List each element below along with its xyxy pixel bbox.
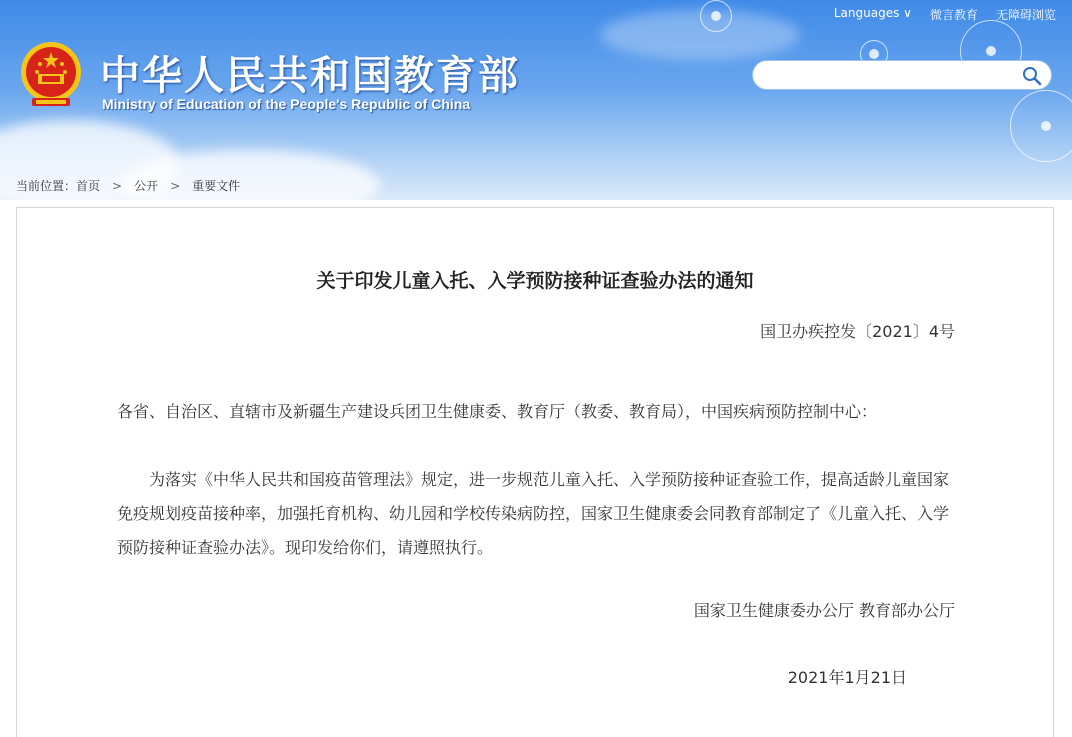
breadcrumb-home[interactable]: 首页 bbox=[76, 179, 101, 193]
document-date: 2021年1月21日 bbox=[787, 668, 907, 687]
dandelion-decoration bbox=[1010, 90, 1072, 162]
breadcrumb-important-files[interactable]: 重要文件 bbox=[192, 179, 241, 193]
weiyan-education-link[interactable]: 微言教育 bbox=[929, 8, 978, 22]
search-input[interactable] bbox=[767, 61, 1021, 89]
site-title-cn[interactable]: 中华人民共和国教育部 bbox=[100, 53, 520, 99]
languages-link[interactable] bbox=[834, 6, 912, 23]
dandelion-decoration bbox=[700, 0, 732, 32]
breadcrumb-prefix: 当前位置： bbox=[16, 179, 77, 193]
breadcrumb bbox=[16, 177, 240, 194]
site-title-en: Ministry of Education of the People's Republic of China bbox=[102, 96, 471, 112]
languages-label: Languages bbox=[833, 6, 900, 20]
document-number: 国卫办疾控发〔2021〕4号 bbox=[760, 322, 955, 341]
site-header bbox=[0, 0, 1072, 200]
national-emblem-icon[interactable] bbox=[18, 40, 84, 110]
breadcrumb-separator: > bbox=[112, 178, 123, 193]
document-signature: 国家卫生健康委办公厅 教育部办公厅 bbox=[693, 601, 955, 620]
search-icon[interactable] bbox=[1021, 65, 1043, 87]
accessibility-link[interactable]: 无障碍浏览 bbox=[995, 8, 1056, 22]
document-panel bbox=[16, 207, 1054, 737]
document-body: 为落实《中华人民共和国疫苗管理法》规定，进一步规范儿童入托、入学预防接种证查验工作，提高适龄儿童国家免疫规划疫苗接种率，加强托育机构、幼儿园和学校传染病防控，国家卫生健康委会同教育部制定了《儿童入托、入学预防接种证查验办法》。现印发给你们，请遵照执行。 bbox=[117, 470, 950, 557]
top-links bbox=[834, 6, 1056, 23]
document-recipients: 各省、自治区、直辖市及新疆生产建设兵团卫生健康委、教育厅（教委、教育局），中国疾病预防控制中心： bbox=[117, 402, 878, 421]
breadcrumb-public[interactable]: 公开 bbox=[134, 179, 159, 193]
breadcrumb-separator: > bbox=[170, 178, 181, 193]
document-title: 关于印发儿童入托、入学预防接种证查验办法的通知 bbox=[316, 270, 754, 292]
search-box bbox=[752, 60, 1052, 90]
chevron-down-icon: ∨ bbox=[903, 6, 912, 20]
